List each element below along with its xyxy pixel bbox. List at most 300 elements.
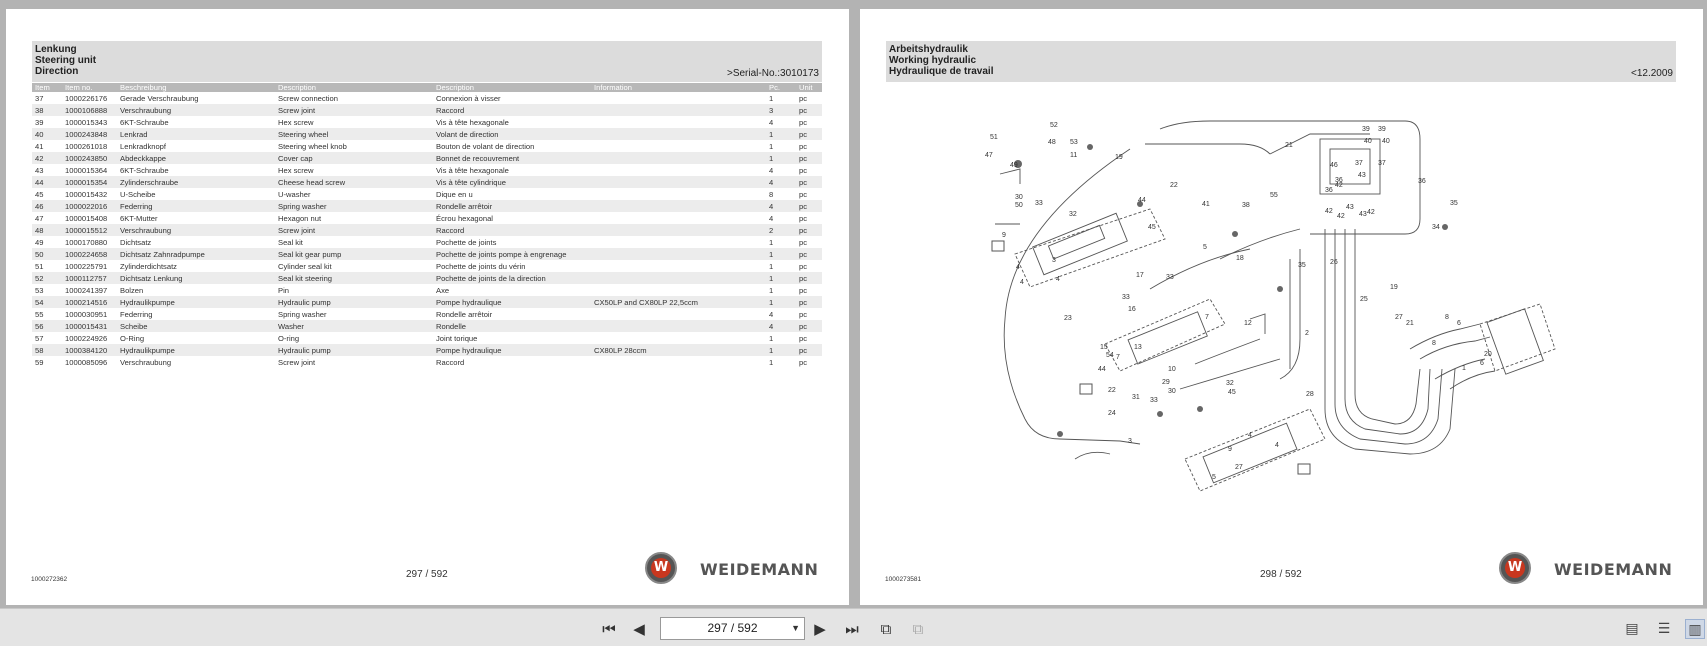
table-row — [32, 176, 822, 188]
table-row — [32, 308, 822, 320]
table-cell: pc — [799, 141, 808, 151]
table-cell: 1000015431 — [62, 320, 117, 332]
table-cell: pc — [796, 104, 822, 116]
table-cell: O-ring — [278, 333, 300, 343]
table-cell: pc — [796, 128, 822, 140]
table-row — [32, 284, 822, 296]
callout-label: 48 — [1048, 139, 1056, 146]
table-cell: Vis à tête hexagonale — [436, 117, 509, 127]
table-cell: 47 — [35, 213, 44, 223]
table-cell: 1000225791 — [65, 261, 108, 271]
title-fr: Hydraulique de travail — [889, 66, 994, 77]
table-cell: Volant de direction — [433, 128, 591, 140]
table-cell: Screw connection — [278, 93, 338, 103]
table-cell — [591, 116, 766, 128]
table-cell: Hydraulic pump — [275, 296, 433, 308]
callout-label: 4 — [1248, 432, 1252, 439]
callout-label: 21 — [1285, 142, 1293, 149]
table-cell: 1 — [769, 357, 774, 367]
callout-label: 35 — [1450, 200, 1458, 207]
brand-name: WEIDEMANN — [700, 560, 819, 579]
table-cell — [591, 212, 766, 224]
table-cell — [591, 152, 766, 164]
table-cell: pc — [799, 333, 808, 343]
table-cell: 4 — [769, 117, 774, 127]
table-cell: Pochette de joints du vérin — [436, 261, 526, 271]
table-row — [32, 152, 822, 164]
table-cell: Rondelle arrêtoir — [436, 309, 493, 319]
table-cell: 1 — [769, 285, 774, 295]
table-cell: Bouton de volant de direction — [436, 141, 535, 151]
table-cell — [591, 356, 766, 368]
table-cell — [591, 92, 766, 104]
callout-label: 18 — [1236, 255, 1244, 262]
callout-label: 28 — [1306, 391, 1314, 398]
serial-number: <12.2009 — [1631, 68, 1673, 79]
column-header: Beschreibung — [117, 83, 275, 92]
callout-label: 29 — [1162, 379, 1170, 386]
table-cell — [591, 224, 766, 236]
table-cell: Hydraulic pump — [275, 344, 433, 356]
column-header: Pc. — [766, 83, 796, 92]
prev-page-icon[interactable]: ◀ — [633, 620, 645, 638]
callout-label: 4 — [1020, 279, 1024, 286]
weidemann-logo-icon: W — [1499, 552, 1531, 584]
callout-label: 9 — [1228, 446, 1232, 453]
table-cell — [591, 332, 766, 344]
callout-label: 13 — [1134, 344, 1142, 351]
table-cell: Dichtsatz Lenkung — [117, 272, 275, 284]
table-cell: 37 — [35, 93, 44, 103]
table-cell: Raccord — [433, 224, 591, 236]
table-cell: 59 — [35, 357, 44, 367]
table-cell: 1000170880 — [65, 237, 108, 247]
table-cell: Seal kit gear pump — [275, 248, 433, 260]
callout-label: 43 — [1346, 204, 1354, 211]
callout-label: 32 — [1069, 211, 1077, 218]
title-de: Lenkung — [35, 44, 77, 55]
table-cell: Hydraulikpumpe — [117, 296, 275, 308]
callout-label: 42 — [1335, 182, 1343, 189]
callout-label: 53 — [1070, 139, 1078, 146]
table-cell: 42 — [32, 152, 62, 164]
table-row — [32, 212, 822, 224]
callout-label: 21 — [1406, 320, 1414, 327]
callout-label: 15 — [1100, 344, 1108, 351]
table-row — [32, 248, 822, 260]
table-cell: pc — [796, 320, 822, 332]
table-cell: 1000384120 — [62, 344, 117, 356]
table-row — [32, 332, 822, 344]
table-cell: 6KT-Mutter — [120, 213, 158, 223]
table-cell: Cylinder seal kit — [278, 261, 332, 271]
table-cell: Rondelle — [433, 320, 591, 332]
callout-label: 2 — [1305, 330, 1309, 337]
first-page-icon[interactable]: ⏮ — [602, 620, 616, 638]
callout-label: 12 — [1244, 320, 1252, 327]
table-cell: 44 — [32, 176, 62, 188]
callout-label: 25 — [1360, 296, 1368, 303]
table-cell: Hex screw — [278, 165, 314, 175]
table-cell: pc — [799, 189, 808, 199]
callout-label: 33 — [1122, 294, 1130, 301]
callout-label: 42 — [1367, 209, 1375, 216]
callout-label: 27 — [1235, 464, 1243, 471]
table-cell: Hex screw — [278, 117, 314, 127]
serial-number: >Serial-No.:3010173 — [726, 68, 819, 79]
table-cell: Raccord — [436, 357, 465, 367]
table-cell: pc — [796, 296, 822, 308]
table-row — [32, 188, 822, 200]
table-cell: Federring — [117, 200, 275, 212]
table-cell: 1000015432 — [65, 189, 108, 199]
column-header: Description — [433, 83, 591, 92]
table-cell: 6KT-Schraube — [120, 117, 169, 127]
table-cell: Bonnet de recouvrement — [433, 152, 591, 164]
table-cell: 51 — [35, 261, 44, 271]
callout-label: 40 — [1364, 138, 1372, 145]
table-cell: 39 — [35, 117, 44, 127]
callout-label: 30 — [1168, 388, 1176, 395]
table-header-row — [32, 83, 822, 92]
table-cell: Spring washer — [275, 200, 433, 212]
navigation-toolbar — [0, 608, 1707, 646]
table-cell: Abdeckkappe — [117, 152, 275, 164]
table-cell: 38 — [32, 104, 62, 116]
table-cell: Pompe hydraulique — [433, 344, 591, 356]
table-cell: Axe — [436, 285, 450, 295]
page-selector[interactable] — [660, 617, 805, 640]
document-number: 1000273581 — [885, 576, 922, 583]
callout-label: 40 — [1382, 138, 1390, 145]
table-cell: 1000241397 — [65, 285, 108, 295]
callout-label: 52 — [1050, 122, 1058, 129]
callout-label: 50 — [1015, 202, 1023, 209]
callout-label: 5 — [1203, 244, 1207, 251]
table-cell: 48 — [32, 224, 62, 236]
table-cell: Lenkradknopf — [120, 141, 167, 151]
table-cell: Scheibe — [117, 320, 275, 332]
weidemann-logo-icon: W — [645, 552, 677, 584]
page-selector-value: 297 / 592 — [707, 621, 758, 635]
table-cell: pc — [799, 309, 808, 319]
callout-label: 27 — [1395, 314, 1403, 321]
table-cell: 6KT-Schraube — [120, 165, 169, 175]
callout-label: 34 — [1432, 224, 1440, 231]
section-header — [32, 41, 822, 82]
table-cell: 1000015354 — [62, 176, 117, 188]
forward-view-icon[interactable]: ⧉ — [912, 620, 924, 638]
table-cell: 56 — [32, 320, 62, 332]
table-row — [32, 356, 822, 368]
table-cell: 1 — [769, 93, 774, 103]
callout-label: 30 — [1015, 194, 1023, 201]
table-cell: 43 — [35, 165, 44, 175]
table-cell: Gerade Verschraubung — [120, 93, 199, 103]
table-cell: U-washer — [278, 189, 311, 199]
page-number: 298 / 592 — [1260, 569, 1302, 580]
table-cell: Federring — [120, 309, 153, 319]
title-de: Arbeitshydraulik — [889, 44, 968, 55]
table-cell: Hydraulikpumpe — [117, 344, 275, 356]
callout-label: 19 — [1390, 284, 1398, 291]
brand-name: WEIDEMANN — [1554, 560, 1673, 579]
table-cell: pc — [796, 152, 822, 164]
table-cell: pc — [799, 93, 808, 103]
table-cell: Hexagon nut — [278, 213, 322, 223]
next-page-icon[interactable]: ▶ — [814, 620, 826, 638]
title-en: Working hydraulic — [889, 55, 977, 66]
table-row — [32, 260, 822, 272]
table-cell: 41 — [35, 141, 44, 151]
table-cell: 1000224926 — [65, 333, 108, 343]
callout-label: 43 — [1359, 211, 1367, 218]
callout-label: 36 — [1325, 187, 1333, 194]
callout-label: 20 — [1484, 351, 1492, 358]
callout-label: 7 — [1116, 354, 1120, 361]
table-cell — [591, 260, 766, 272]
table-cell: 1000261018 — [65, 141, 108, 151]
table-cell: Screw joint — [278, 357, 316, 367]
callout-label: 39 — [1362, 126, 1370, 133]
table-cell: O-Ring — [120, 333, 145, 343]
table-cell: 1000243850 — [62, 152, 117, 164]
title-fr: Direction — [35, 66, 79, 77]
last-page-icon[interactable]: ⏭ — [845, 620, 859, 638]
table-row — [32, 296, 822, 308]
table-cell: 1000022016 — [62, 200, 117, 212]
page-298 — [860, 9, 1703, 605]
table-cell: 1000243848 — [62, 128, 117, 140]
table-cell: 1000226176 — [65, 93, 108, 103]
table-row — [32, 140, 822, 152]
table-cell: Pochette de joints — [436, 237, 497, 247]
chevron-down-icon[interactable]: ▼ — [791, 623, 800, 633]
table-cell: 52 — [32, 272, 62, 284]
callout-label: 3 — [1052, 257, 1056, 264]
callout-label: 16 — [1128, 306, 1136, 313]
callout-label: 5 — [1212, 474, 1216, 481]
parts-table — [32, 83, 822, 368]
single-page-icon[interactable]: ▤ — [1625, 621, 1639, 637]
table-cell: 55 — [35, 309, 44, 319]
two-page-icon[interactable]: ▥ — [1685, 619, 1705, 639]
table-row — [32, 320, 822, 332]
table-cell: 1000030951 — [65, 309, 108, 319]
table-cell: 4 — [766, 320, 796, 332]
callout-label: 41 — [1202, 201, 1210, 208]
table-row — [32, 272, 822, 284]
table-cell: Dichtsatz Zahnradpumpe — [117, 248, 275, 260]
table-cell: pc — [796, 224, 822, 236]
table-cell: 3 — [766, 104, 796, 116]
table-cell: 1 — [769, 261, 774, 271]
table-cell: Screw joint — [275, 224, 433, 236]
table-cell: 57 — [35, 333, 44, 343]
section-header — [886, 41, 1676, 82]
table-cell: Steering wheel — [275, 128, 433, 140]
callout-label: 9 — [1002, 232, 1006, 239]
table-cell: Pochette de joints pompe à engrenage — [433, 248, 591, 260]
callout-label: 3 — [1128, 438, 1132, 445]
callout-label: 36 — [1418, 178, 1426, 185]
callout-label: 23 — [1064, 315, 1072, 322]
callout-label: 37 — [1355, 160, 1363, 167]
table-cell — [591, 188, 766, 200]
table-cell: Zylinderdichtsatz — [120, 261, 177, 271]
callout-label: 55 — [1270, 192, 1278, 199]
table-cell: pc — [799, 285, 808, 295]
column-header: Item — [32, 83, 62, 92]
table-cell: Seal kit steering — [275, 272, 433, 284]
table-row — [32, 92, 822, 104]
table-cell: 2 — [766, 224, 796, 236]
table-cell: 4 — [769, 309, 774, 319]
callout-label: 19 — [1115, 154, 1123, 161]
table-cell — [591, 164, 766, 176]
table-cell: pc — [796, 344, 822, 356]
table-cell: 1000214516 — [62, 296, 117, 308]
table-cell: Joint torique — [436, 333, 478, 343]
table-cell — [591, 272, 766, 284]
table-cell: 1 — [766, 128, 796, 140]
table-cell — [591, 308, 766, 320]
callout-label: 7 — [1205, 314, 1209, 321]
table-cell: 40 — [32, 128, 62, 140]
callout-label: 4 — [1056, 276, 1060, 283]
callout-label: 4 — [1275, 442, 1279, 449]
callout-label: 37 — [1378, 160, 1386, 167]
table-cell: 1 — [766, 296, 796, 308]
table-cell: Steering wheel knob — [278, 141, 347, 151]
table-cell — [591, 284, 766, 296]
table-cell: Pin — [278, 285, 289, 295]
table-cell: 46 — [32, 200, 62, 212]
table-cell: Verschraubung — [117, 224, 275, 236]
table-cell — [591, 200, 766, 212]
title-en: Steering unit — [35, 55, 97, 66]
table-cell: Dichtsatz — [120, 237, 152, 247]
table-cell: 4 — [766, 200, 796, 212]
table-cell: 1 — [766, 152, 796, 164]
page-297 — [6, 9, 849, 605]
table-row — [32, 104, 822, 116]
callout-label: 38 — [1242, 202, 1250, 209]
callout-label: 32 — [1226, 380, 1234, 387]
callout-label: 6 — [1480, 360, 1484, 367]
document-number: 1000272362 — [31, 576, 68, 583]
table-cell: 1000112757 — [62, 272, 117, 284]
table-cell: Vis à tête cylindrique — [433, 176, 591, 188]
callout-label: 44 — [1138, 197, 1146, 204]
table-cell: 1 — [766, 272, 796, 284]
callout-label: 11 — [1070, 152, 1078, 159]
table-cell: CX50LP and CX80LP 22,5ccm — [591, 296, 766, 308]
table-cell: 54 — [32, 296, 62, 308]
continuous-icon[interactable]: ☰ — [1657, 621, 1671, 637]
table-cell — [591, 140, 766, 152]
table-cell: 50 — [32, 248, 62, 260]
table-cell: 4 — [769, 165, 774, 175]
callout-label: 43 — [1358, 172, 1366, 179]
column-header: Unit — [796, 83, 822, 92]
callout-label: 24 — [1108, 410, 1116, 417]
callout-label: 4 — [1016, 264, 1020, 271]
callout-label: 47 — [985, 152, 993, 159]
table-cell: pc — [799, 213, 808, 223]
table-cell — [591, 104, 766, 116]
table-cell: Écrou hexagonal — [436, 213, 493, 223]
hydraulic-diagram — [980, 109, 1580, 529]
page-number: 297 / 592 — [406, 569, 448, 580]
table-cell: 58 — [32, 344, 62, 356]
callout-label: 26 — [1330, 259, 1338, 266]
table-cell: Verschraubung — [120, 357, 172, 367]
table-cell: pc — [799, 261, 808, 271]
callout-label: 42 — [1325, 208, 1333, 215]
table-cell: Verschraubung — [117, 104, 275, 116]
back-view-icon[interactable]: ⧉ — [880, 620, 892, 638]
table-row — [32, 164, 822, 176]
table-cell: 1000106888 — [62, 104, 117, 116]
table-cell: Spring washer — [278, 309, 327, 319]
table-row — [32, 236, 822, 248]
table-cell: pc — [796, 176, 822, 188]
table-cell: 1 — [769, 237, 774, 247]
table-cell: 49 — [35, 237, 44, 247]
column-header: Information — [591, 83, 766, 92]
table-cell: 4 — [769, 213, 774, 223]
table-cell — [591, 320, 766, 332]
table-cell: 8 — [769, 189, 774, 199]
callout-label: 1 — [1462, 365, 1466, 372]
table-cell: 1000015408 — [65, 213, 108, 223]
table-cell: pc — [799, 357, 808, 367]
table-cell: Zylinderschraube — [117, 176, 275, 188]
callout-label: 33 — [1150, 397, 1158, 404]
column-header: Item no. — [62, 83, 117, 92]
table-cell: Pompe hydraulique — [433, 296, 591, 308]
callout-label: 45 — [1148, 224, 1156, 231]
callout-label: 22 — [1170, 182, 1178, 189]
table-cell: 1 — [769, 333, 774, 343]
callout-label: 8 — [1445, 314, 1449, 321]
table-cell: 1 — [766, 248, 796, 260]
callout-label: 36 — [1335, 177, 1343, 184]
callout-label: 42 — [1337, 213, 1345, 220]
table-cell: Raccord — [433, 104, 591, 116]
table-cell: Washer — [275, 320, 433, 332]
table-cell: U-Scheibe — [120, 189, 156, 199]
table-cell: Lenkrad — [117, 128, 275, 140]
table-cell — [591, 236, 766, 248]
table-cell: 4 — [766, 176, 796, 188]
table-cell: 1000015512 — [62, 224, 117, 236]
table-cell: 53 — [35, 285, 44, 295]
table-cell: pc — [796, 200, 822, 212]
callout-label: 22 — [1108, 387, 1116, 394]
callout-label: 39 — [1378, 126, 1386, 133]
table-cell: Vis à tête hexagonale — [436, 165, 509, 175]
table-cell: 1000015343 — [65, 117, 108, 127]
table-cell: pc — [799, 165, 808, 175]
table-cell: Pochette de joints de la direction — [433, 272, 591, 284]
table-cell: pc — [796, 248, 822, 260]
table-cell — [591, 176, 766, 188]
table-cell: pc — [796, 272, 822, 284]
table-cell: pc — [799, 117, 808, 127]
table-cell: Rondelle arrêtoir — [433, 200, 591, 212]
